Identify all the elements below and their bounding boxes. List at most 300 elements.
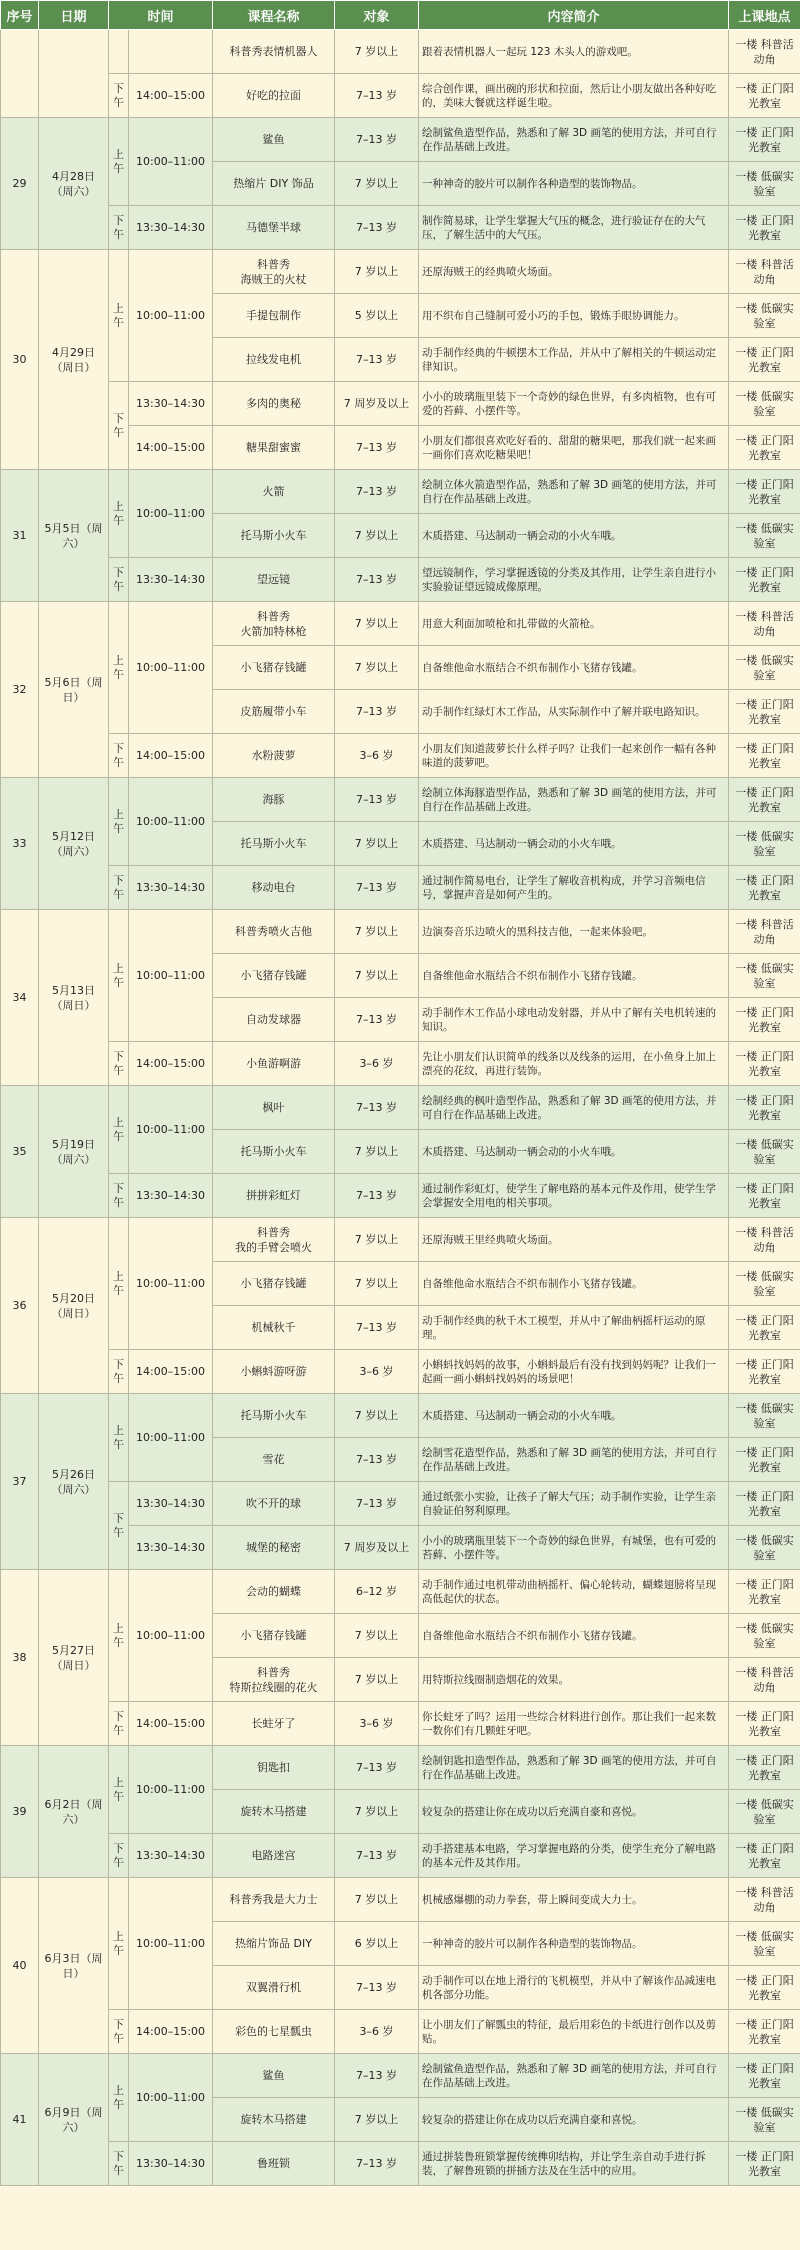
period-label: 上午	[109, 602, 129, 734]
target-age: 7 周岁及以上	[335, 1526, 419, 1570]
table-row	[1, 2010, 800, 2054]
course-name: 拉线发电机	[213, 338, 335, 382]
course-name: 旋转木马搭建	[213, 2098, 335, 2142]
period-label: 下午	[109, 1482, 129, 1570]
location: 一楼 科普活动角	[729, 602, 800, 646]
location: 一楼 低碳实验室	[729, 514, 800, 558]
period-label: 上午	[109, 1394, 129, 1482]
row-date: 4月29日（周日）	[39, 250, 109, 470]
time-range	[129, 30, 213, 74]
course-name: 小蝌蚪游呀游	[213, 1350, 335, 1394]
target-age: 7 岁以上	[335, 250, 419, 294]
time-range: 14:00–15:00	[129, 1350, 213, 1394]
row-date: 5月27日（周日）	[39, 1570, 109, 1746]
course-name: 科普秀 火箭加特林枪	[213, 602, 335, 646]
row-number: 35	[1, 1086, 39, 1218]
target-age: 7 周岁及以上	[335, 382, 419, 426]
row-number: 40	[1, 1878, 39, 2054]
target-age: 7–13 岁	[335, 778, 419, 822]
location: 一楼 低碳实验室	[729, 1526, 800, 1570]
location: 一楼 低碳实验室	[729, 162, 800, 206]
time-range: 13:30–14:30	[129, 1834, 213, 1878]
target-age: 7 岁以上	[335, 1394, 419, 1438]
course-description: 跟着表情机器人一起玩 123 木头人的游戏吧。	[419, 30, 729, 74]
course-description: 绘制钥匙扣造型作品，熟悉和了解 3D 画笔的使用方法，并可自行在作品基础上改进。	[419, 1746, 729, 1790]
location: 一楼 正门阳光教室	[729, 1834, 800, 1878]
table-row	[1, 1570, 800, 1614]
target-age: 3–6 岁	[335, 1042, 419, 1086]
location: 一楼 正门阳光教室	[729, 470, 800, 514]
header-course: 课程名称	[213, 1, 335, 30]
course-description: 综合创作课，画出碗的形状和拉面，然后让小朋友做出各种好吃的，美味大餐就这样诞生啦。	[419, 74, 729, 118]
period-label: 下午	[109, 734, 129, 778]
time-range: 13:30–14:30	[129, 1526, 213, 1570]
target-age: 7–13 岁	[335, 338, 419, 382]
target-age: 5 岁以上	[335, 294, 419, 338]
period-label: 下午	[109, 2142, 129, 2186]
target-age: 7–13 岁	[335, 558, 419, 602]
row-date: 5月19日（周六）	[39, 1086, 109, 1218]
time-range: 13:30–14:30	[129, 1482, 213, 1526]
course-name: 双翼滑行机	[213, 1966, 335, 2010]
location: 一楼 正门阳光教室	[729, 2142, 800, 2186]
course-description: 木质搭建、马达制动一辆会动的小火车哦。	[419, 1130, 729, 1174]
period-label: 下午	[109, 558, 129, 602]
time-range: 10:00–11:00	[129, 2054, 213, 2142]
target-age: 7–13 岁	[335, 1482, 419, 1526]
course-name: 枫叶	[213, 1086, 335, 1130]
location: 一楼 低碳实验室	[729, 2098, 800, 2142]
course-description: 木质搭建、马达制动一辆会动的小火车哦。	[419, 514, 729, 558]
course-name: 吹不开的球	[213, 1482, 335, 1526]
course-name: 火箭	[213, 470, 335, 514]
target-age: 7–13 岁	[335, 1174, 419, 1218]
period-label: 下午	[109, 1042, 129, 1086]
table-row	[1, 910, 800, 954]
target-age: 6 岁以上	[335, 1922, 419, 1966]
course-description: 较复杂的搭建让你在成功以后充满自豪和喜悦。	[419, 2098, 729, 2142]
location: 一楼 正门阳光教室	[729, 734, 800, 778]
course-description: 小小的玻璃瓶里装下一个奇妙的绿色世界，有城堡，也有可爱的苔藓、小摆件等。	[419, 1526, 729, 1570]
target-age: 7 岁以上	[335, 602, 419, 646]
course-description: 通过制作简易电台，让学生了解收音机构成，并学习音频电信号，掌握声音是如何产生的。	[419, 866, 729, 910]
target-age: 7 岁以上	[335, 162, 419, 206]
course-name: 小飞猪存钱罐	[213, 1262, 335, 1306]
target-age: 7–13 岁	[335, 2054, 419, 2098]
table-row	[1, 734, 800, 778]
course-name: 皮筋履带小车	[213, 690, 335, 734]
course-description: 动手制作红绿灯木工作品，从实际制作中了解并联电路知识。	[419, 690, 729, 734]
target-age: 7 岁以上	[335, 954, 419, 998]
location: 一楼 低碳实验室	[729, 954, 800, 998]
course-description: 绘制经典的枫叶造型作品，熟悉和了解 3D 画笔的使用方法，并可自行在作品基础上改进。	[419, 1086, 729, 1130]
row-date: 6月9日（周六）	[39, 2054, 109, 2186]
target-age: 7 岁以上	[335, 822, 419, 866]
row-date	[39, 30, 109, 118]
table-row	[1, 866, 800, 910]
course-name: 海豚	[213, 778, 335, 822]
course-name: 马德堡半球	[213, 206, 335, 250]
table-row	[1, 118, 800, 162]
location: 一楼 正门阳光教室	[729, 338, 800, 382]
period-label: 上午	[109, 1218, 129, 1350]
course-description: 通过制作彩虹灯，使学生了解电路的基本元件及作用，使学生学会掌握安全用电的相关事项。	[419, 1174, 729, 1218]
target-age: 7–13 岁	[335, 1306, 419, 1350]
table-row	[1, 1746, 800, 1790]
row-date: 5月6日（周日）	[39, 602, 109, 778]
period-label: 下午	[109, 1834, 129, 1878]
course-description: 动手搭建基本电路，学习掌握电路的分类，使学生充分了解电路的基本元件及其作用。	[419, 1834, 729, 1878]
period-label: 上午	[109, 778, 129, 866]
row-number: 31	[1, 470, 39, 602]
location: 一楼 正门阳光教室	[729, 866, 800, 910]
location: 一楼 正门阳光教室	[729, 74, 800, 118]
course-name: 科普秀我是大力士	[213, 1878, 335, 1922]
course-name: 科普秀 我的手臂会喷火	[213, 1218, 335, 1262]
period-label: 下午	[109, 382, 129, 470]
row-number: 36	[1, 1218, 39, 1394]
course-name: 糖果甜蜜蜜	[213, 426, 335, 470]
course-description: 自备维他命水瓶结合不织布制作小飞猪存钱罐。	[419, 1262, 729, 1306]
time-range: 13:30–14:30	[129, 2142, 213, 2186]
course-name: 托马斯小火车	[213, 1130, 335, 1174]
target-age: 7 岁以上	[335, 1130, 419, 1174]
target-age: 7 岁以上	[335, 1218, 419, 1262]
period-label: 上午	[109, 470, 129, 558]
course-name: 托马斯小火车	[213, 822, 335, 866]
location: 一楼 正门阳光教室	[729, 1306, 800, 1350]
course-description: 动手制作可以在地上滑行的飞机模型，并从中了解该作品减速电机各部分功能。	[419, 1966, 729, 2010]
target-age: 3–6 岁	[335, 734, 419, 778]
course-name: 小飞猪存钱罐	[213, 954, 335, 998]
location: 一楼 正门阳光教室	[729, 1174, 800, 1218]
period-label: 下午	[109, 2010, 129, 2054]
course-description: 小小的玻璃瓶里装下一个奇妙的绿色世界，有多肉植物，也有可爱的苔藓、小摆件等。	[419, 382, 729, 426]
location: 一楼 正门阳光教室	[729, 998, 800, 1042]
time-range: 10:00–11:00	[129, 470, 213, 558]
course-name: 科普秀 特斯拉线圈的花火	[213, 1658, 335, 1702]
course-description: 自备维他命水瓶结合不织布制作小飞猪存钱罐。	[419, 954, 729, 998]
location: 一楼 正门阳光教室	[729, 2054, 800, 2098]
row-number	[1, 30, 39, 118]
row-date: 5月26日（周六）	[39, 1394, 109, 1570]
course-name: 自动发球器	[213, 998, 335, 1042]
course-name: 拼拼彩虹灯	[213, 1174, 335, 1218]
course-description: 一种神奇的胶片可以制作各种造型的装饰物品。	[419, 1922, 729, 1966]
table-row	[1, 1174, 800, 1218]
period-label: 上午	[109, 2054, 129, 2142]
course-name: 水粉菠萝	[213, 734, 335, 778]
course-description: 绘制鲨鱼造型作品，熟悉和了解 3D 画笔的使用方法，并可自行在作品基础上改进。	[419, 118, 729, 162]
table-row	[1, 1042, 800, 1086]
location: 一楼 低碳实验室	[729, 1262, 800, 1306]
table-row	[1, 1086, 800, 1130]
course-description: 绘制鲨鱼造型作品，熟悉和了解 3D 画笔的使用方法，并可自行在作品基础上改进。	[419, 2054, 729, 2098]
time-range: 10:00–11:00	[129, 118, 213, 206]
period-label	[109, 30, 129, 74]
course-name: 城堡的秘密	[213, 1526, 335, 1570]
table-row	[1, 1834, 800, 1878]
course-description: 较复杂的搭建让你在成功以后充满自豪和喜悦。	[419, 1790, 729, 1834]
target-age: 7 岁以上	[335, 30, 419, 74]
header-no: 序号	[1, 1, 39, 30]
period-label: 上午	[109, 250, 129, 382]
table-row	[1, 1482, 800, 1526]
schedule-body	[1, 30, 800, 2186]
location: 一楼 正门阳光教室	[729, 778, 800, 822]
location: 一楼 低碳实验室	[729, 646, 800, 690]
course-name: 彩色的七星瓢虫	[213, 2010, 335, 2054]
course-description: 动手制作经典的秋千木工模型，并从中了解曲柄摇杆运动的原理。	[419, 1306, 729, 1350]
target-age: 7 岁以上	[335, 1790, 419, 1834]
row-number: 39	[1, 1746, 39, 1878]
location: 一楼 低碳实验室	[729, 822, 800, 866]
course-description: 让小朋友们了解瓢虫的特征，最后用彩色的卡纸进行创作以及剪贴。	[419, 2010, 729, 2054]
target-age: 7–13 岁	[335, 2142, 419, 2186]
time-range: 10:00–11:00	[129, 250, 213, 382]
table-row	[1, 778, 800, 822]
target-age: 7 岁以上	[335, 1262, 419, 1306]
target-age: 7–13 岁	[335, 1746, 419, 1790]
period-label: 下午	[109, 1174, 129, 1218]
target-age: 7 岁以上	[335, 1658, 419, 1702]
course-description: 小朋友们知道菠萝长什么样子吗？让我们一起来创作一幅有各种味道的菠萝吧。	[419, 734, 729, 778]
location: 一楼 正门阳光教室	[729, 1086, 800, 1130]
course-name: 会动的蝴蝶	[213, 1570, 335, 1614]
target-age: 7 岁以上	[335, 1878, 419, 1922]
course-description: 绘制立体海豚造型作品，熟悉和了解 3D 画笔的使用方法，并可自行在作品基础上改进。	[419, 778, 729, 822]
time-range: 10:00–11:00	[129, 1086, 213, 1174]
location: 一楼 低碳实验室	[729, 1922, 800, 1966]
row-date: 5月20日（周日）	[39, 1218, 109, 1394]
location: 一楼 低碳实验室	[729, 1130, 800, 1174]
course-description: 用不织布自己缝制可爱小巧的手包，锻炼手眼协调能力。	[419, 294, 729, 338]
course-name: 长蛀牙了	[213, 1702, 335, 1746]
header-target: 对象	[335, 1, 419, 30]
course-name: 科普秀 海贼王的火杖	[213, 250, 335, 294]
target-age: 3–6 岁	[335, 1350, 419, 1394]
course-description: 木质搭建、马达制动一辆会动的小火车哦。	[419, 822, 729, 866]
location: 一楼 正门阳光教室	[729, 1438, 800, 1482]
target-age: 7 岁以上	[335, 646, 419, 690]
location: 一楼 低碳实验室	[729, 382, 800, 426]
location: 一楼 正门阳光教室	[729, 690, 800, 734]
course-name: 托马斯小火车	[213, 1394, 335, 1438]
period-label: 上午	[109, 910, 129, 1042]
target-age: 7–13 岁	[335, 690, 419, 734]
course-name: 鲨鱼	[213, 118, 335, 162]
location: 一楼 正门阳光教室	[729, 1702, 800, 1746]
row-number: 30	[1, 250, 39, 470]
course-name: 多肉的奥秘	[213, 382, 335, 426]
target-age: 7–13 岁	[335, 74, 419, 118]
course-description: 动手制作木工作品小球电动发射器，并从中了解有关电机转速的知识。	[419, 998, 729, 1042]
course-name: 移动电台	[213, 866, 335, 910]
header-date: 日期	[39, 1, 109, 30]
location: 一楼 低碳实验室	[729, 1394, 800, 1438]
course-description: 自备维他命水瓶结合不织布制作小飞猪存钱罐。	[419, 1614, 729, 1658]
row-date: 6月3日（周日）	[39, 1878, 109, 2054]
course-description: 绘制雪花造型作品，熟悉和了解 3D 画笔的使用方法，并可自行在作品基础上改进。	[419, 1438, 729, 1482]
row-date: 4月28日（周六）	[39, 118, 109, 250]
location: 一楼 正门阳光教室	[729, 1570, 800, 1614]
target-age: 3–6 岁	[335, 1702, 419, 1746]
location: 一楼 正门阳光教室	[729, 1042, 800, 1086]
target-age: 7–13 岁	[335, 470, 419, 514]
location: 一楼 低碳实验室	[729, 1614, 800, 1658]
target-age: 3–6 岁	[335, 2010, 419, 2054]
course-name: 钥匙扣	[213, 1746, 335, 1790]
time-range: 14:00–15:00	[129, 734, 213, 778]
location: 一楼 低碳实验室	[729, 294, 800, 338]
period-label: 上午	[109, 1570, 129, 1702]
course-description: 用特斯拉线圈制造烟花的效果。	[419, 1658, 729, 1702]
course-description: 制作简易球，让学生掌握大气压的概念，进行验证存在的大气压，了解生活中的大气压。	[419, 206, 729, 250]
target-age: 7–13 岁	[335, 1966, 419, 2010]
period-label: 下午	[109, 206, 129, 250]
course-description: 绘制立体火箭造型作品，熟悉和了解 3D 画笔的使用方法，并可自行在作品基础上改进。	[419, 470, 729, 514]
target-age: 7 岁以上	[335, 1614, 419, 1658]
course-name: 望远镜	[213, 558, 335, 602]
course-name: 小飞猪存钱罐	[213, 1614, 335, 1658]
target-age: 7 岁以上	[335, 514, 419, 558]
course-name: 热缩片 DIY 饰品	[213, 162, 335, 206]
course-description: 木质搭建、马达制动一辆会动的小火车哦。	[419, 1394, 729, 1438]
location: 一楼 科普活动角	[729, 30, 800, 74]
target-age: 7 岁以上	[335, 910, 419, 954]
time-range: 10:00–11:00	[129, 1218, 213, 1350]
table-row	[1, 1878, 800, 1922]
time-range: 10:00–11:00	[129, 1394, 213, 1482]
time-range: 10:00–11:00	[129, 778, 213, 866]
time-range: 13:30–14:30	[129, 382, 213, 426]
course-name: 手提包制作	[213, 294, 335, 338]
course-name: 雪花	[213, 1438, 335, 1482]
target-age: 7–13 岁	[335, 866, 419, 910]
header-desc: 内容简介	[419, 1, 729, 30]
location: 一楼 正门阳光教室	[729, 426, 800, 470]
table-row	[1, 1702, 800, 1746]
course-description: 动手制作通过电机带动曲柄摇杆、偏心轮转动，蝴蝶翅膀将呈现高低起伏的状态。	[419, 1570, 729, 1614]
course-description: 通过拼装鲁班锁掌握传统榫卯结构，并让学生亲自动手进行拆装，了解鲁班锁的拼插方法及在生活中的应用。	[419, 2142, 729, 2186]
row-number: 41	[1, 2054, 39, 2186]
location: 一楼 正门阳光教室	[729, 2010, 800, 2054]
time-range: 14:00–15:00	[129, 426, 213, 470]
course-name: 旋转木马搭建	[213, 1790, 335, 1834]
course-name: 科普秀表情机器人	[213, 30, 335, 74]
course-name: 好吃的拉面	[213, 74, 335, 118]
row-number: 29	[1, 118, 39, 250]
course-description: 一种神奇的胶片可以制作各种造型的装饰物品。	[419, 162, 729, 206]
row-date: 5月13日（周日）	[39, 910, 109, 1086]
table-row	[1, 74, 800, 118]
location: 一楼 正门阳光教室	[729, 1966, 800, 2010]
location: 一楼 低碳实验室	[729, 1790, 800, 1834]
header-time: 时间	[109, 1, 213, 30]
course-description: 小蝌蚪找妈妈的故事，小蝌蚪最后有没有找到妈妈呢？让我们一起画一画小蝌蚪找妈妈的场景吧！	[419, 1350, 729, 1394]
location: 一楼 正门阳光教室	[729, 1350, 800, 1394]
row-date: 5月12日（周六）	[39, 778, 109, 910]
course-description: 机械感爆棚的动力拳套，带上瞬间变成大力士。	[419, 1878, 729, 1922]
header-row	[1, 1, 800, 30]
course-description: 通过纸张小实验，让孩子了解大气压；动手制作实验，让学生亲自验证伯努利原理。	[419, 1482, 729, 1526]
row-number: 38	[1, 1570, 39, 1746]
table-row	[1, 250, 800, 294]
table-row	[1, 1350, 800, 1394]
course-name: 科普秀喷火吉他	[213, 910, 335, 954]
time-range: 10:00–11:00	[129, 602, 213, 734]
location: 一楼 正门阳光教室	[729, 1482, 800, 1526]
target-age: 7–13 岁	[335, 1086, 419, 1130]
table-row	[1, 470, 800, 514]
location: 一楼 正门阳光教室	[729, 118, 800, 162]
period-label: 下午	[109, 1350, 129, 1394]
course-name: 托马斯小火车	[213, 514, 335, 558]
course-description: 还原海贼王里经典喷火场面。	[419, 1218, 729, 1262]
course-description: 还原海贼王的经典喷火场面。	[419, 250, 729, 294]
course-description: 小朋友们都很喜欢吃好看的、甜甜的糖果吧，那我们就一起来画一画你们喜欢吃糖果吧！	[419, 426, 729, 470]
table-row	[1, 1218, 800, 1262]
course-description: 望远镜制作，学习掌握透镜的分类及其作用，让学生亲自进行小实验验证望远镜成像原理。	[419, 558, 729, 602]
row-date: 6月2日（周六）	[39, 1746, 109, 1878]
course-name: 小鱼游啊游	[213, 1042, 335, 1086]
course-description: 用意大利面加喷枪和扎带做的火箭枪。	[419, 602, 729, 646]
time-range: 14:00–15:00	[129, 74, 213, 118]
table-row	[1, 2142, 800, 2186]
location: 一楼 正门阳光教室	[729, 206, 800, 250]
period-label: 上午	[109, 1086, 129, 1174]
time-range: 13:30–14:30	[129, 866, 213, 910]
course-description: 边演奏音乐边喷火的黑科技吉他，一起来体验吧。	[419, 910, 729, 954]
location: 一楼 正门阳光教室	[729, 558, 800, 602]
period-label: 下午	[109, 866, 129, 910]
time-range: 13:30–14:30	[129, 1174, 213, 1218]
course-description: 先让小朋友们认识简单的线条以及线条的运用，在小鱼身上加上漂亮的花纹，再进行装饰。	[419, 1042, 729, 1086]
course-name: 电路迷宫	[213, 1834, 335, 1878]
target-age: 7–13 岁	[335, 206, 419, 250]
target-age: 7–13 岁	[335, 118, 419, 162]
time-range: 10:00–11:00	[129, 910, 213, 1042]
row-number: 37	[1, 1394, 39, 1570]
time-range: 10:00–11:00	[129, 1746, 213, 1834]
period-label: 下午	[109, 74, 129, 118]
time-range: 10:00–11:00	[129, 1570, 213, 1702]
time-range: 14:00–15:00	[129, 1042, 213, 1086]
row-date: 5月5日（周六）	[39, 470, 109, 602]
location: 一楼 科普活动角	[729, 1218, 800, 1262]
header-location: 上课地点	[729, 1, 800, 30]
location: 一楼 科普活动角	[729, 1658, 800, 1702]
course-description: 动手制作经典的牛顿摆木工作品，并从中了解相关的牛顿运动定律知识。	[419, 338, 729, 382]
time-range: 10:00–11:00	[129, 1878, 213, 2010]
period-label: 上午	[109, 1878, 129, 2010]
target-age: 7–13 岁	[335, 1438, 419, 1482]
target-age: 6–12 岁	[335, 1570, 419, 1614]
course-name: 机械秋千	[213, 1306, 335, 1350]
target-age: 7–13 岁	[335, 998, 419, 1042]
row-number: 32	[1, 602, 39, 778]
table-row	[1, 206, 800, 250]
period-label: 下午	[109, 1702, 129, 1746]
table-row	[1, 558, 800, 602]
course-name: 鲨鱼	[213, 2054, 335, 2098]
time-range: 14:00–15:00	[129, 2010, 213, 2054]
location: 一楼 科普活动角	[729, 250, 800, 294]
location: 一楼 正门阳光教室	[729, 1746, 800, 1790]
time-range: 13:30–14:30	[129, 558, 213, 602]
course-name: 小飞猪存钱罐	[213, 646, 335, 690]
target-age: 7–13 岁	[335, 426, 419, 470]
